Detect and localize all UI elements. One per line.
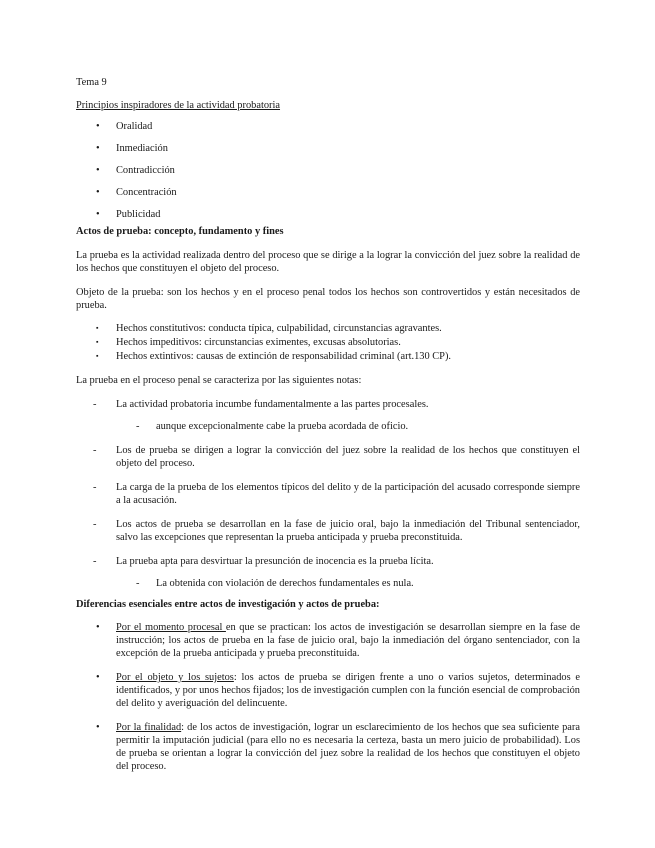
principles-heading: Principios inspiradores de la actividad probatoria xyxy=(76,100,281,111)
paragraph: La prueba es la actividad realizada dentro del proceso que se dirige a la lograr la convicción del juez sobre la realidad de los hechos que constituyen el objeto del proceso. xyxy=(76,250,580,274)
bullet-icon: • xyxy=(96,143,100,154)
item-label: Por la finalidad xyxy=(116,722,182,733)
notes-list xyxy=(76,398,580,590)
list-item: • Oralidad xyxy=(96,121,153,132)
section-heading-diferencias: Diferencias esenciales entre actos de investigación y actos de prueba: xyxy=(76,599,380,610)
list-item: - La obtenida con violación de derechos fundamentales es nula. xyxy=(136,578,414,589)
document-page xyxy=(76,76,580,784)
list-item: - Los actos de prueba se desarrollan en la fase de juicio oral, bajo la inmediación del Tribunal sentenciador, salvo las excepciones que representan la prueba anticipada y prueba preconstituida. xyxy=(93,519,580,543)
list-item: - La prueba apta para desvirtuar la presunción de inocencia es la prueba lícita. xyxy=(93,556,434,567)
list-item: - La actividad probatoria incumbe fundamentalmente a las partes procesales. xyxy=(93,399,429,410)
dash-icon: - xyxy=(93,482,97,493)
bullet-icon: ▪ xyxy=(96,352,99,360)
dash-icon: - xyxy=(93,556,97,567)
principles-list xyxy=(76,120,580,221)
list-item: • Inmediación xyxy=(96,143,168,154)
topic-title: Tema 9 xyxy=(76,77,107,88)
paragraph: La prueba en el proceso penal se caracteriza por las siguientes notas: xyxy=(76,375,362,386)
facts-list xyxy=(76,322,580,363)
list-item: ▪ Hechos impeditivos: circunstancias eximentes, excusas absolutorias. xyxy=(96,337,401,348)
paragraph: Objeto de la prueba: son los hechos y en el proceso penal todos los hechos son controvertidos y están necesitados de prueba. xyxy=(76,287,580,311)
item-label: Por el momento procesal xyxy=(116,622,226,633)
list-item: - La carga de la prueba de los elementos típicos del delito y de la participación del acusado corresponde siempre a la acusación. xyxy=(93,482,580,506)
differences-list xyxy=(76,621,580,773)
list-item: • Publicidad xyxy=(96,209,161,220)
dash-icon: - xyxy=(136,421,140,432)
list-item: • Por el momento procesal en que se practican: los actos de investigación se desarrollan siempre en la fase de instrucción; los actos de prueba en la fase de juicio oral, bajo la inmediación del órgano sentenciador, con la excepción de la prueba anticipada y prueba preconstituida. xyxy=(96,622,580,659)
list-item: • Por el objeto y los sujetos: los actos de prueba se dirigen frente a uno o varios sujetos, determinados e identificados, y por unos hechos fijados; los de investigación cumplen con la función esencial de comprobación del delito y averiguación del delincuente. xyxy=(96,672,580,709)
bullet-icon: • xyxy=(96,209,100,220)
bullet-icon: • xyxy=(96,121,100,132)
bullet-icon: • xyxy=(96,165,100,176)
list-item: ▪ Hechos constitutivos: conducta típica, culpabilidad, circunstancias agravantes. xyxy=(96,323,442,334)
list-item: - Los de prueba se dirigen a lograr la convicción del juez sobre la realidad de los hechos que constituyen el objeto del proceso. xyxy=(93,445,580,469)
item-label: Por el objeto y los sujetos xyxy=(116,672,234,683)
dash-icon: - xyxy=(93,399,97,410)
dash-icon: - xyxy=(93,519,97,530)
list-item: • Concentración xyxy=(96,187,177,198)
dash-icon: - xyxy=(93,445,97,456)
section-heading-actos: Actos de prueba: concepto, fundamento y fines xyxy=(76,226,284,237)
list-item: - aunque excepcionalmente cabe la prueba acordada de oficio. xyxy=(136,421,409,432)
bullet-icon: ▪ xyxy=(96,338,99,346)
bullet-icon: • xyxy=(96,187,100,198)
bullet-icon: • xyxy=(96,622,100,633)
list-item: • Por la finalidad: de los actos de investigación, lograr un esclarecimiento de los hechos que sea suficiente para permitir la imputación judicial (para ello no es necesaria la certeza, basta un mero juicio de probabilidad). Los de prueba se orientan a lograr la convicción del juez sobre la realidad de los hechos que constituyen el objeto del proceso. xyxy=(96,722,580,772)
list-item: • Contradicción xyxy=(96,165,175,176)
dash-icon: - xyxy=(136,578,140,589)
bullet-icon: ▪ xyxy=(96,324,99,332)
bullet-icon: • xyxy=(96,672,100,683)
bullet-icon: • xyxy=(96,722,100,733)
list-item: ▪ Hechos extintivos: causas de extinción de responsabilidad criminal (art.130 CP). xyxy=(96,351,452,362)
